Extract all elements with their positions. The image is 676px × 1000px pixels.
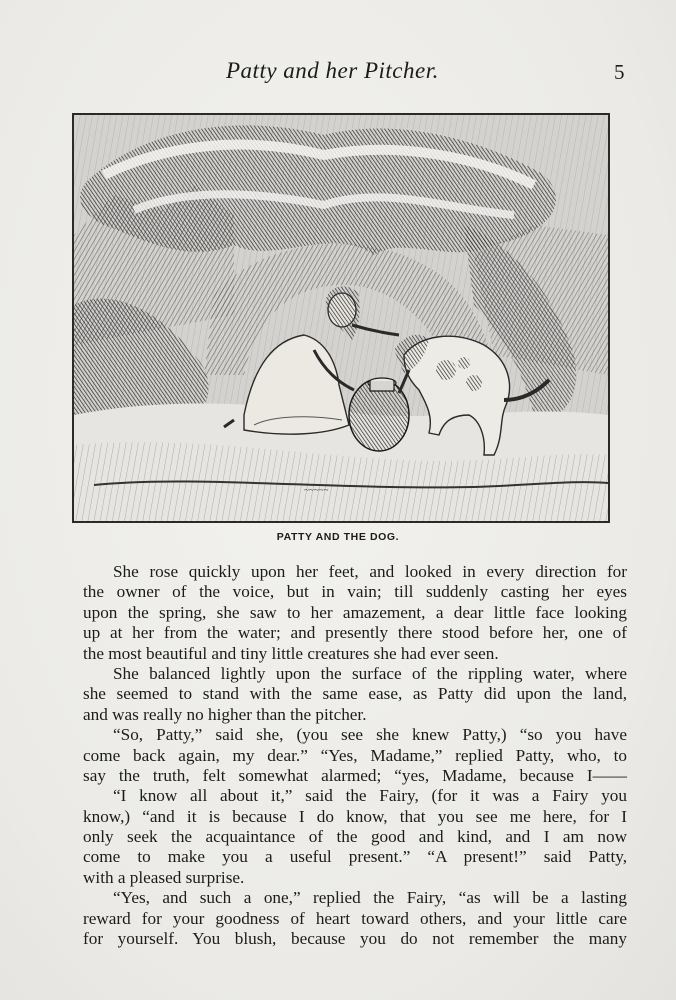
text-line: with a pleased surprise.	[83, 867, 245, 887]
text-line: and was really no higher than the pitcher.	[83, 704, 367, 724]
text-line: She balanced lightly upon the surface of the rippling water, where	[113, 663, 627, 683]
text-line: “So, Patty,” said she, (you see she knew Patty,) “so you have	[113, 725, 627, 745]
text-line: come to make you a useful present.” “A present!” said Patty,	[83, 847, 627, 867]
text-line: for yourself. You blush, because you do not remember the many	[83, 929, 627, 949]
body-text	[83, 562, 627, 949]
text-line: she seemed to stand with the same ease, as Patty did upon the land,	[83, 684, 627, 704]
engraving-drawing	[74, 115, 608, 521]
text-line: come back again, my dear.” “Yes, Madame,” replied Patty, who, to	[83, 745, 627, 765]
text-line: know,) “and it is because I do know, that you see me here, for I	[83, 806, 627, 826]
engraver-signature: ~~~~~	[304, 485, 329, 495]
text-line: “Yes, and such a one,” replied the Fairy, “as will be a lasting	[113, 888, 627, 908]
text-line: reward for your goodness of heart toward others, and your little care	[83, 908, 627, 928]
text-line: She rose quickly upon her feet, and looked in every direction for	[113, 562, 627, 581]
figure-caption: PATTY AND THE DOG.	[276, 531, 400, 543]
running-title: Patty and her Pitcher.	[226, 58, 439, 83]
text-line: only seek the acquaintance of the good and kind, and I am now	[83, 827, 627, 847]
text-line: the owner of the voice, but in vain; till suddenly casting her eyes	[83, 582, 627, 602]
text-line: the most beautiful and tiny little creatures she had ever seen.	[83, 643, 499, 663]
text-line: say the truth, felt somewhat alarmed; “yes, Madame, because I——	[83, 765, 627, 785]
running-head	[0, 58, 676, 92]
text-line: “I know all about it,” said the Fairy, (for it was a Fairy you	[113, 786, 627, 806]
text-line: upon the spring, she saw to her amazement, a dear little face looking	[83, 602, 627, 622]
page-number: 5	[614, 60, 625, 84]
engraving-illustration	[72, 113, 610, 523]
text-line: up at her from the water; and presently there stood before her, one of	[83, 623, 627, 643]
